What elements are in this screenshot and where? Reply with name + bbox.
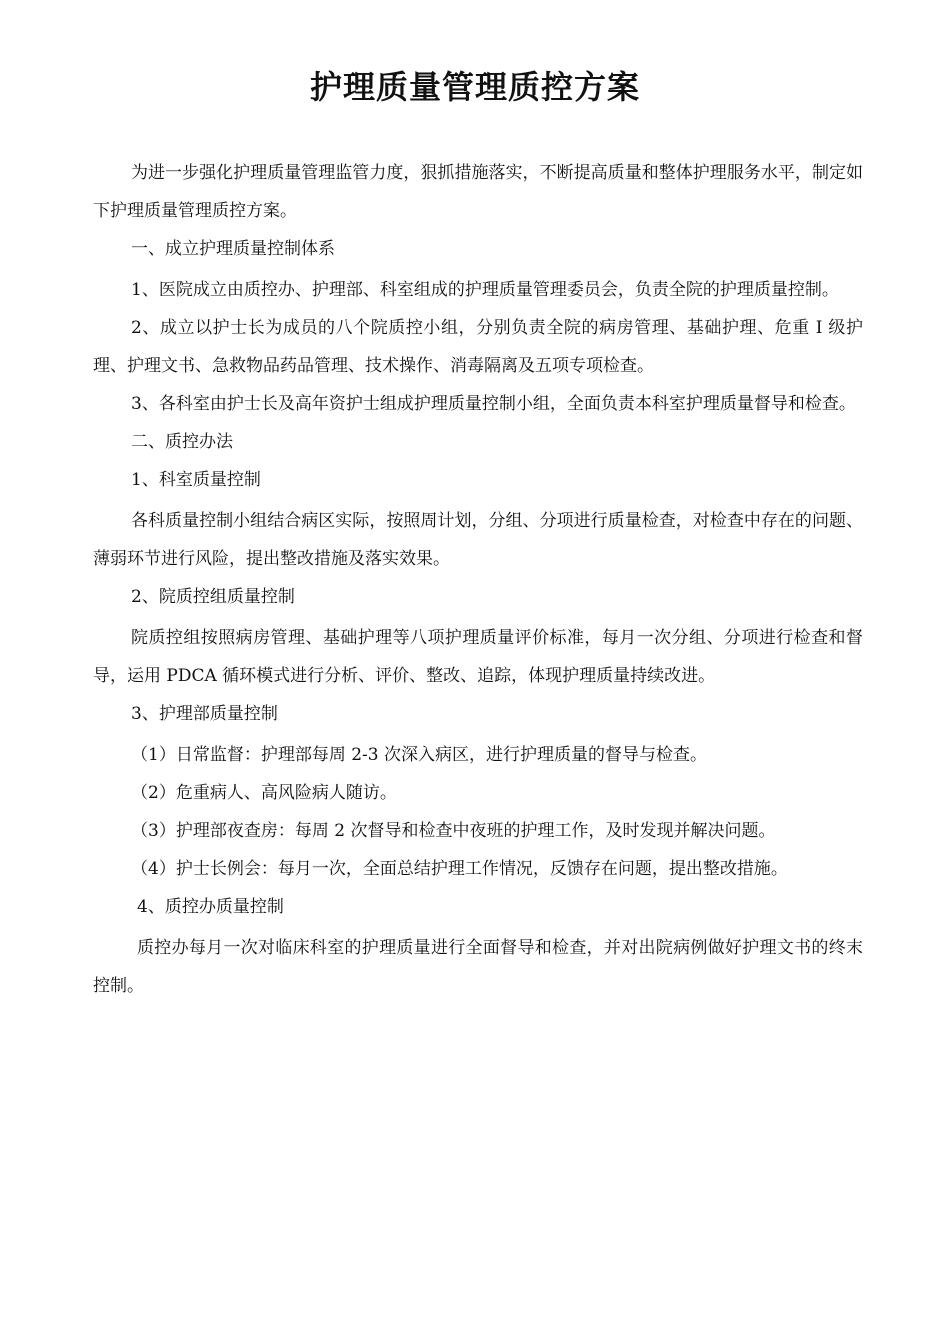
paragraph-item-1-2: 2、成立以护士长为成员的八个院质控小组，分别负责全院的病房管理、基础护理、危重 I 级护理、护理文书、急救物品药品管理、技术操作、消毒隔离及五项专项检查。	[93, 318, 863, 376]
subheading-2-2: 2、院质控组质量控制	[131, 587, 295, 607]
paragraph-2-1: 各科质量控制小组结合病区实际，按照周计划，分组、分项进行质量检查，对检查中存在的问题、薄弱环节进行风险，提出整改措施及落实效果。	[93, 511, 863, 569]
section-heading-1: 一、成立护理质量控制体系	[131, 239, 335, 259]
list-item-2-3-2: （2）危重病人、高风险病人随访。	[131, 783, 397, 803]
list-item-2-3-1: （1）日常监督：护理部每周 2-3 次深入病区，进行护理质量的督导与检查。	[131, 745, 707, 765]
paragraph-item-1-1: 1、医院成立由质控办、护理部、科室组成的护理质量管理委员会，负责全院的护理质量控制。	[131, 280, 839, 300]
list-item-2-3-4: （4）护士长例会：每月一次，全面总结护理工作情况，反馈存在问题，提出整改措施。	[131, 859, 788, 879]
section-heading-2: 二、质控办法	[131, 432, 233, 452]
intro-paragraph: 为进一步强化护理质量管理监管力度，狠抓措施落实，不断提高质量和整体护理服务水平，制定如下护理质量管理质控方案。	[93, 163, 863, 221]
paragraph-2-2: 院质控组按照病房管理、基础护理等八项护理质量评价标准，每月一次分组、分项进行检查和督导，运用 PDCA 循环模式进行分析、评价、整改、追踪，体现护理质量持续改进。	[93, 628, 863, 686]
list-item-2-3-3: （3）护理部夜查房：每周 2 次督导和检查中夜班的护理工作，及时发现并解决问题。	[131, 821, 776, 841]
subheading-2-1: 1、科室质量控制	[131, 470, 261, 490]
paragraph-item-1-3: 3、各科室由护士长及高年资护士组成护理质量控制小组，全面负责本科室护理质量督导和检查。	[131, 394, 856, 414]
subheading-2-4: 4、质控办质量控制	[137, 897, 284, 917]
document-body	[93, 154, 863, 1005]
paragraph-2-4: 质控办每月一次对临床科室的护理质量进行全面督导和检查，并对出院病例做好护理文书的终末控制。	[93, 938, 863, 996]
document-title: 护理质量管理质控方案	[309, 68, 640, 106]
subheading-2-3: 3、护理部质量控制	[131, 704, 278, 724]
